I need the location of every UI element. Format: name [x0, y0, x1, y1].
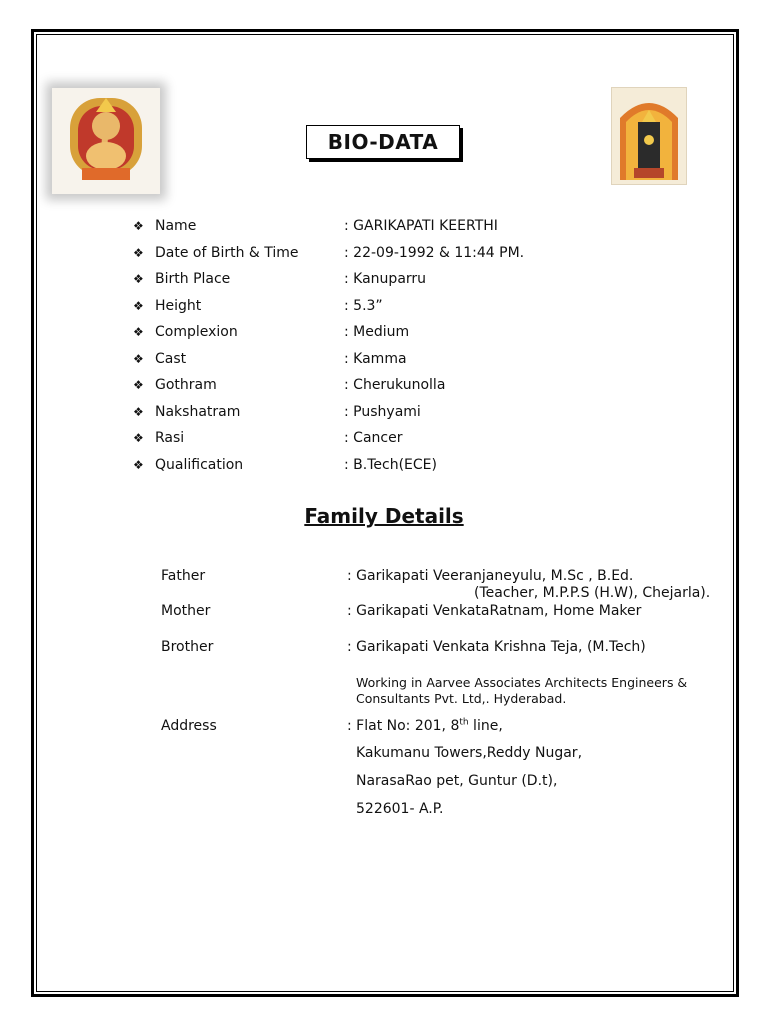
brother-work-line-1: Working in Aarvee Associates Architects Engineers & [356, 675, 688, 690]
deity-image [611, 87, 687, 185]
bullet-icon: ❖ [133, 404, 144, 419]
detail-label: Name [155, 218, 197, 234]
detail-label: Height [155, 297, 202, 314]
address-line-4: 522601- A.P. [356, 801, 444, 817]
detail-row-birth-place [133, 267, 693, 294]
bullet-icon: ❖ [133, 272, 144, 286]
bullet-icon: ❖ [133, 378, 144, 392]
detail-label: Rasi [155, 430, 185, 446]
detail-label: Complexion [155, 324, 238, 340]
bullet-icon: ❖ [133, 245, 144, 260]
brother-work-line-2: Consultants Pvt. Ltd,. Hyderabad. [356, 691, 567, 706]
detail-value: : Cancer [344, 430, 403, 446]
brother-value: : Garikapati Venkata Krishna Teja, (M.Tech) [347, 639, 646, 655]
detail-row-height [133, 294, 693, 321]
father-value-2: (Teacher, M.P.P.S (H.W), Chejarla). [474, 585, 711, 601]
ganesha-image [52, 88, 160, 194]
detail-value: : B.Tech(ECE) [344, 456, 437, 473]
detail-row-cast [133, 347, 693, 374]
detail-value: : 5.3” [344, 297, 383, 314]
address-label: Address [161, 718, 217, 734]
brother-label: Brother [161, 639, 214, 655]
bullet-icon: ❖ [133, 219, 144, 233]
bullet-icon: ❖ [133, 325, 144, 339]
detail-label: Nakshatram [155, 403, 241, 420]
detail-value: : GARIKAPATI KEERTHI [344, 218, 498, 234]
detail-value: : Kanuparru [344, 271, 427, 287]
father-label: Father [161, 568, 206, 584]
detail-label: Date of Birth & Time [155, 244, 299, 261]
detail-row-complexion [133, 320, 693, 347]
detail-label: Gothram [155, 377, 217, 393]
family-details-heading-text: Family Details [304, 504, 464, 528]
detail-row-qualification [133, 453, 693, 480]
address-line-1 [347, 717, 503, 735]
detail-row-dob [133, 241, 693, 268]
bullet-icon: ❖ [133, 457, 144, 472]
detail-row-name [133, 214, 693, 241]
detail-value: : Pushyami [344, 403, 421, 420]
bullet-icon: ❖ [133, 431, 144, 445]
detail-label: Qualification [155, 456, 244, 473]
detail-label: Birth Place [155, 271, 231, 287]
address-line-2: Kakumanu Towers,Reddy Nugar, [356, 745, 583, 761]
personal-details-list [133, 214, 693, 479]
detail-value: : Cherukunolla [344, 377, 446, 393]
address-line-3: NarasaRao pet, Guntur (D.t), [356, 773, 558, 789]
detail-value: : 22-09-1992 & 11:44 PM. [344, 244, 525, 261]
bullet-icon: ❖ [133, 351, 144, 366]
family-details-heading [0, 504, 768, 528]
mother-value: : Garikapati VenkataRatnam, Home Maker [347, 603, 642, 619]
address-line-1-suffix: line, [468, 718, 503, 734]
mother-label: Mother [161, 603, 211, 619]
bullet-icon: ❖ [133, 298, 144, 313]
father-value: : Garikapati Veeranjaneyulu, M.Sc , B.Ed. [347, 568, 634, 584]
detail-value: : Medium [344, 324, 410, 340]
biodata-title: BIO-DATA [306, 125, 460, 159]
address-line-1-prefix: : Flat No: 201, 8 [347, 718, 460, 734]
detail-label: Cast [155, 350, 187, 367]
address-line-1-sup: th [459, 717, 469, 728]
detail-row-rasi [133, 426, 693, 453]
detail-value: : Kamma [344, 350, 407, 367]
detail-row-nakshatram [133, 400, 693, 427]
detail-row-gothram [133, 373, 693, 400]
